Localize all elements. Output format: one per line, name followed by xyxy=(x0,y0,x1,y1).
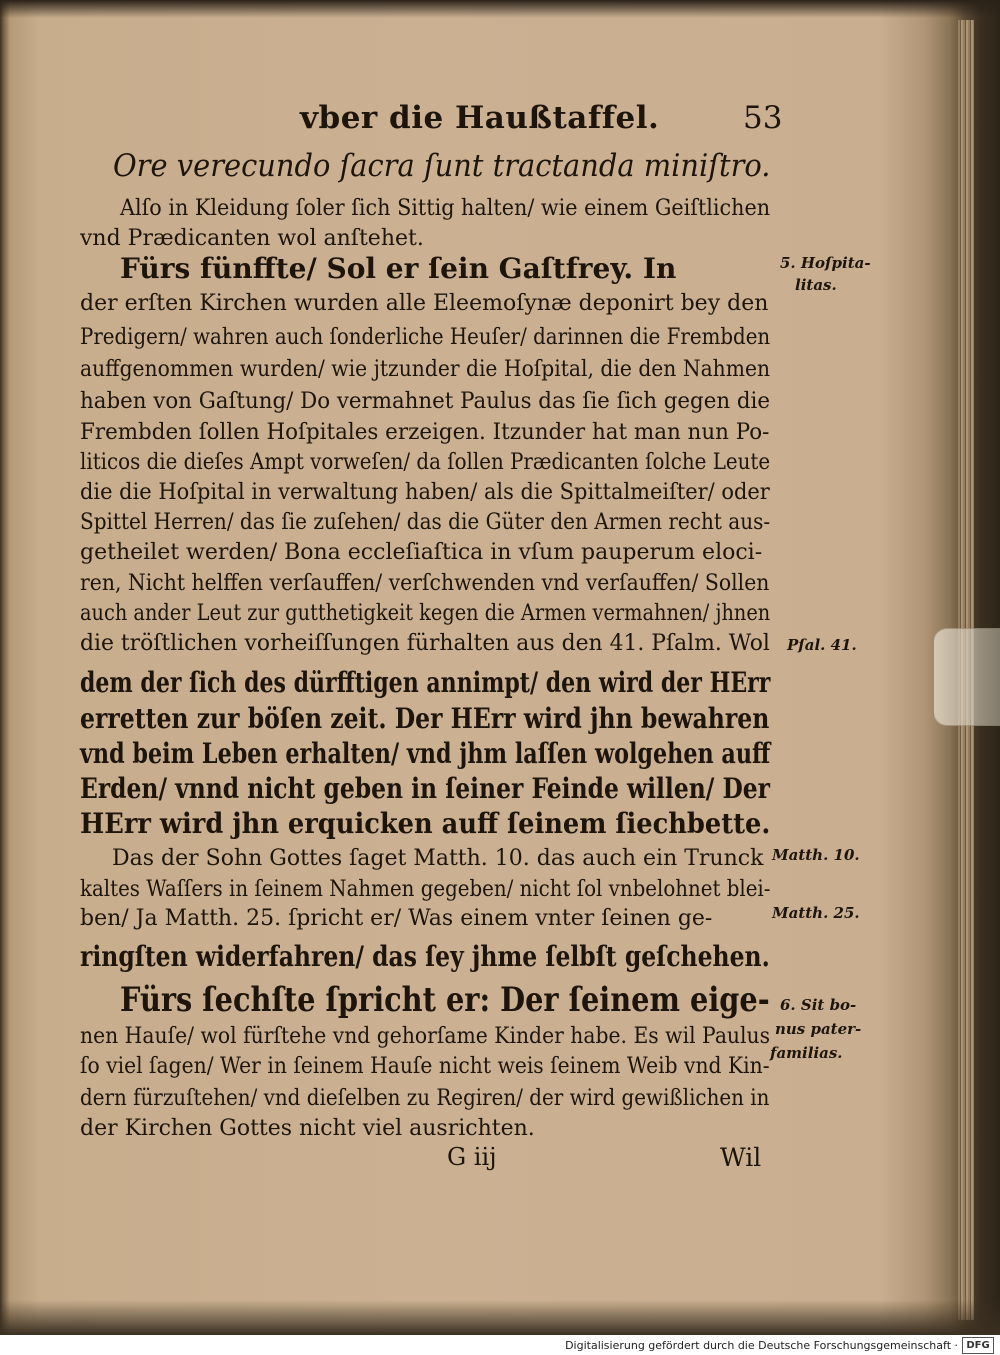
text-line: Alſo in Kleidung ſoler ſich Sittig halten/ wie einem Geiſtlichen xyxy=(120,196,771,221)
text-line: auffgenommen wurden/ wie jtzunder die Hoſpital, die den Nahmen xyxy=(80,357,771,382)
margin-note: familias. xyxy=(770,1044,843,1062)
margin-note: nus pater- xyxy=(775,1020,862,1038)
bookmark-clip xyxy=(933,628,1000,726)
running-head: vber die Haußtaffel. xyxy=(300,100,660,136)
text-line: vnd Prædicanten wol anſtehet. xyxy=(80,226,424,251)
text-line: kaltes Waſſers in ſeinem Nahmen gegeben/ nicht ſol vnbelohnet blei- xyxy=(80,877,771,902)
text-line: Erden/ vnnd nicht geben in ſeiner Feinde willen/ Der xyxy=(80,772,770,805)
catchword: Wil xyxy=(720,1143,762,1172)
text-line: die die Hoſpital in verwaltung haben/ als die Spittalmeiſter/ oder xyxy=(80,480,770,505)
text-line: Predigern/ wahren auch ſonderliche Heuſer/ darinnen die Frembden xyxy=(80,325,771,350)
signature-mark: G iij xyxy=(447,1143,497,1171)
top-shadow xyxy=(0,0,1000,18)
bottom-shadow xyxy=(0,1300,1000,1335)
text-line: ſo viel ſagen/ Wer in ſeinem Hauſe nicht weis ſeinem Weib vnd Kin- xyxy=(80,1054,770,1079)
text-line: ren, Nicht helffen verſauffen/ verſchwenden vnd verſauffen/ Sollen xyxy=(80,571,770,596)
text-line: Frembden ſollen Hoſpitales erzeigen. Itzunder hat man nun Po- xyxy=(80,420,770,445)
text-line: Spittel Herren/ das ſie zuſehen/ das die Güter den Armen recht aus- xyxy=(80,510,771,535)
text-line: nen Hauſe/ wol fürſtehe vnd gehorſame Kinder habe. Es wil Paulus xyxy=(80,1024,771,1049)
text-line: ben/ Ja Matth. 25. ſpricht er/ Was einem vnter ſeinen ge- xyxy=(80,906,713,931)
text-line: HErr wird jhn erquicken auff ſeinem ſiechbette. xyxy=(80,807,771,840)
dfg-logo: DFG xyxy=(962,1337,994,1354)
text-line: haben von Gaſtung/ Do vermahnet Paulus das ſie ſich gegen die xyxy=(80,389,770,414)
text-line: erretten zur böſen zeit. Der HErr wird jhn bewahren xyxy=(80,702,770,735)
text-line: Fürs ſechſte ſpricht er: Der ſeinem eige- xyxy=(120,980,770,1020)
text-line: dem der ſich des dürfftigen annimpt/ den wird der HErr xyxy=(80,666,771,699)
dfg-credit: Digitalisierung gefördert durch die Deutsche Forschungsgemeinschaft · xyxy=(565,1339,958,1352)
text-line: getheilet werden/ Bona eccleſiaſtica in vſum pauperum eloci- xyxy=(80,540,763,565)
text-line: ringſten widerfahren/ das ſey jhme ſelbſt geſchehen. xyxy=(80,940,770,973)
margin-note: 6. Sit bo- xyxy=(780,996,857,1014)
text-line: der erſten Kirchen wurden alle Eleemoſynæ deponirt bey den xyxy=(80,291,769,316)
margin-note: Matth. 10. xyxy=(772,846,860,864)
text-line: der Kirchen Gottes nicht viel ausrichten. xyxy=(80,1116,535,1141)
margin-note: 5. Hoſpita- xyxy=(780,254,871,272)
margin-note: Matth. 25. xyxy=(772,904,860,922)
page-number: 53 xyxy=(743,100,783,136)
text-line: dern fürzuſtehen/ vnd dieſelben zu Regiren/ der wird gewißlichen in xyxy=(80,1086,770,1111)
margin-note: litas. xyxy=(795,276,837,294)
margin-note: Pſal. 41. xyxy=(787,636,857,654)
text-line: liticos die dieſes Ampt vorweſen/ da ſollen Prædicanten ſolche Leute xyxy=(80,450,771,475)
latin-verse: Ore verecundo ſacra ſunt tractanda miniſtro. xyxy=(113,148,771,184)
text-line: vnd beim Leben erhalten/ vnd jhm laſſen wolgehen auff xyxy=(80,737,771,770)
text-line: die tröſtlichen vorheiſſungen fürhalten aus den 41. Pſalm. Wol xyxy=(80,631,770,656)
text-line: Fürs fünffte/ Sol er ſein Gaſtfrey. In xyxy=(120,252,677,285)
text-line: auch ander Leut zur gutthetigkeit kegen die Armen vermahnen/ jhnen xyxy=(80,601,771,626)
text-line: Das der Sohn Gottes ſaget Matth. 10. das auch ein Trunck xyxy=(112,846,764,871)
